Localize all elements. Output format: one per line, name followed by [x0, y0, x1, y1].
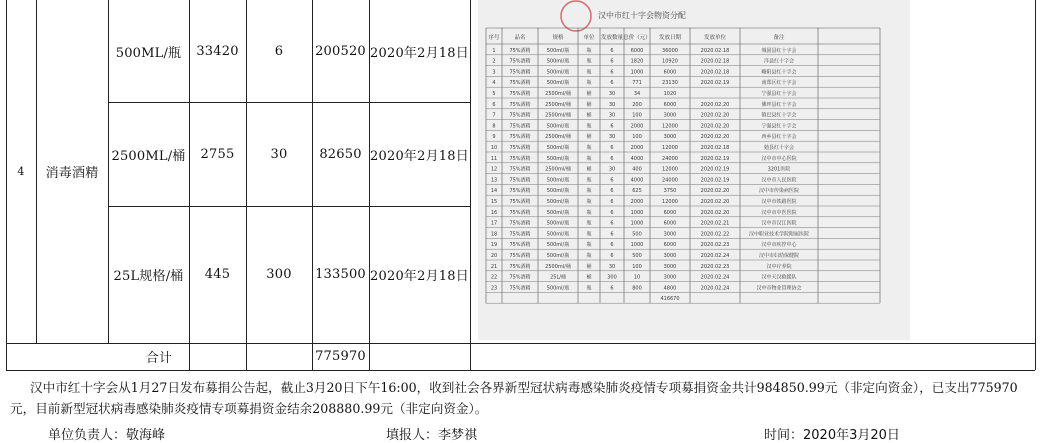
scan-cell: 75%酒精 [509, 209, 531, 216]
scan-cell: 瓶 [586, 80, 592, 87]
scan-cell: 2020.02.24 [700, 274, 730, 281]
scan-cell: 汉中职业技术学院附属医院 [748, 231, 810, 238]
scan-cell: 500ml/瓶 [546, 123, 570, 130]
grid-vline [1035, 0, 1036, 370]
grid-hline [6, 370, 1035, 371]
scan-cell: 2020.02.20 [700, 123, 730, 130]
scan-cell: 16 [490, 209, 498, 216]
scan-cell: 75%酒精 [509, 263, 531, 270]
spec-cell: 25L规格/桶 [113, 269, 184, 284]
total-value: 775970 [315, 349, 366, 364]
scan-cell: 500ml/瓶 [546, 253, 570, 259]
scan-cell: 75%酒精 [509, 285, 531, 292]
funds-summary-text: 汉中市红十字会从1月27日发布募捐公告起，截止3月20日下午16:00，收到社会各界新型冠状病毒感染肺炎疫情专项募捐资金共计984850.99元（非定向资金），已支出775970元，目前新型冠状病毒感染肺炎疫情专项募捐资金结余208880.99元（非定向资金）。 [10, 380, 1018, 416]
scan-cell: 25L/桶 [550, 274, 566, 281]
scan-cell: 6 [610, 123, 614, 130]
scan-cell: 75%酒精 [509, 47, 531, 54]
scan-cell: 500ml/瓶 [546, 155, 570, 162]
scan-cell: 2020.02.20 [700, 112, 730, 119]
scan-cell: 6 [610, 145, 614, 151]
scan-cell: 汉中市传染病医院 [758, 188, 800, 195]
scan-cell: 6000 [663, 242, 677, 249]
scan-cell: 23 [490, 285, 498, 292]
scan-cell: 75%酒精 [509, 220, 531, 227]
scan-cell: 75%酒精 [509, 91, 531, 97]
scan-cell: 宁强县红十字会 [761, 91, 797, 97]
scan-cell: 汉中疗养院 [766, 263, 792, 270]
scan-cell: 1820 [630, 58, 644, 65]
scan-cell: 500ml/瓶 [546, 177, 570, 184]
scan-table-graphic [478, 0, 910, 340]
scan-cell: 14 [490, 188, 498, 195]
footer-time: 时间：2020年3月20日 [764, 428, 900, 443]
scan-cell: 西乡县红十字会 [761, 134, 797, 141]
scan-cell: 桶 [586, 134, 592, 141]
scan-header-cell: 备注 [773, 35, 785, 41]
scan-cell: 75%酒精 [509, 134, 531, 141]
scan-cell: 瓶 [586, 199, 592, 205]
scan-cell: 1000 [630, 209, 644, 216]
scan-cell: 75%酒精 [509, 145, 531, 151]
date-cell: 2020年2月18日 [370, 148, 469, 164]
scan-cell: 2020.02.20 [700, 101, 730, 108]
scan-cell: 75%酒精 [509, 188, 531, 195]
scan-cell: 汉中市中心医院 [761, 155, 797, 162]
scan-cell: 6000 [630, 47, 644, 54]
scan-cell: 2500ml/桶 [545, 263, 571, 270]
scan-cell: 瓶 [586, 155, 592, 162]
scan-cell: 6000 [663, 220, 677, 227]
scan-cell: 75%酒精 [509, 231, 531, 238]
scan-cell: 2020.02.20 [700, 199, 730, 205]
scan-cell: 3000 [663, 263, 677, 270]
scan-cell: 镇巴县红十字会 [761, 112, 797, 119]
scan-cell: 3000 [663, 231, 677, 238]
footer-reporter: 填报人：李梦祺 [386, 428, 478, 443]
scan-cell: 2020.02.24 [700, 253, 730, 259]
scan-cell: 6 [610, 80, 614, 87]
scan-cell: 城固县红十字会 [761, 47, 797, 54]
scan-cell: 宁强县红十字会 [761, 123, 797, 130]
scan-cell: 1000 [630, 220, 644, 227]
scan-cell: 4 [492, 80, 496, 87]
scan-cell: 2020.02.19 [700, 155, 730, 162]
scan-cell: 30 [608, 91, 616, 97]
scan-cell: 10 [633, 274, 641, 281]
scan-cell: 佛坪县红十字会 [761, 101, 797, 108]
scan-cell: 500 [632, 231, 642, 238]
scan-cell: 2 [492, 58, 496, 65]
scan-cell: 汉中市汉江医院 [761, 220, 797, 227]
scan-cell: 500ml/瓶 [546, 145, 570, 151]
scan-cell: 2020.02.19 [700, 80, 730, 87]
amount-cell: 200520 [315, 43, 366, 59]
scan-cell: 24000 [662, 155, 678, 162]
scan-cell: 100 [632, 263, 642, 270]
scan-cell: 2500ml/桶 [545, 166, 571, 173]
scan-cell: 桶 [586, 274, 592, 281]
scan-cell: 8 [492, 123, 496, 130]
scan-cell: 30 [608, 101, 616, 108]
scan-cell: 75%酒精 [509, 58, 531, 65]
scan-cell: 汉中市人民医院 [761, 177, 797, 184]
date-cell: 2020年2月18日 [370, 269, 469, 284]
scan-cell: 34 [633, 91, 641, 97]
scan-cell: 瓶 [586, 209, 592, 216]
scan-cell: 2500ml/桶 [545, 101, 571, 108]
scan-cell: 2020.02.23 [700, 263, 730, 270]
scan-cell: 瓶 [586, 285, 592, 292]
scan-cell: 30 [608, 134, 616, 141]
row-index: 4 [17, 165, 25, 178]
scan-cell: 6 [610, 177, 614, 184]
scan-cell: 17 [490, 220, 498, 227]
scan-title: 汉中市红十字会物资分配 [598, 11, 686, 20]
scan-cell: 3000 [663, 112, 677, 119]
scan-header-cell: 规格 [552, 35, 564, 41]
scan-cell: 75%酒精 [509, 177, 531, 184]
amount-cell: 133500 [315, 267, 366, 282]
scan-header-cell: 发放单位 [703, 35, 727, 41]
scan-cell: 6 [610, 188, 614, 195]
scan-cell: 1020 [663, 91, 677, 97]
scan-header-cell: 单位 [583, 35, 595, 41]
scan-cell: 500 [632, 253, 642, 259]
scan-cell: 6 [610, 155, 614, 162]
scan-cell: 75%酒精 [509, 242, 531, 249]
scan-cell: 2020.02.19 [700, 166, 730, 173]
scan-cell: 12000 [662, 199, 678, 205]
scan-cell: 500ml/瓶 [546, 199, 570, 205]
price-cell: 6 [274, 43, 284, 59]
spec-cell: 500ML/瓶 [115, 45, 182, 61]
scan-cell: 3000 [663, 134, 677, 141]
scan-cell: 75%酒精 [509, 274, 531, 281]
scan-cell: 4800 [663, 285, 677, 292]
spec-cell: 2500ML/桶 [111, 148, 186, 164]
scan-cell: 4000 [630, 155, 644, 162]
scan-cell: 771 [632, 80, 642, 87]
scan-cell: 500ml/瓶 [546, 69, 570, 76]
grid-vline [470, 0, 471, 370]
scan-cell: 南郑区红十字会 [761, 80, 797, 87]
scan-cell: 75%酒精 [509, 199, 531, 205]
scan-cell: 3750 [663, 188, 677, 195]
scan-cell: 汉中市妇幼保健院 [758, 253, 800, 259]
scan-cell: 6 [610, 242, 614, 249]
footer-responsible: 单位负责人：敬海峰 [48, 428, 166, 443]
scan-cell: 3201医院 [767, 166, 791, 173]
scan-cell: 24000 [662, 177, 678, 184]
scan-cell: 75%酒精 [509, 112, 531, 119]
scan-cell: 瓶 [586, 253, 592, 259]
scan-cell: 500ml/瓶 [546, 47, 570, 54]
scan-cell: 6 [610, 253, 614, 259]
amount-cell: 82650 [319, 146, 362, 162]
scan-cell: 2020.02.20 [700, 188, 730, 195]
scan-cell: 6 [610, 69, 614, 76]
scan-cell: 75%酒精 [509, 123, 531, 130]
scan-cell: 瓶 [586, 47, 592, 54]
scan-cell: 100 [632, 134, 642, 141]
scan-cell: 瓶 [586, 220, 592, 227]
date-cell: 2020年2月18日 [370, 45, 469, 61]
scan-cell: 瓶 [586, 123, 592, 130]
scan-cell: 75%酒精 [509, 101, 531, 108]
scan-cell: 500ml/瓶 [546, 209, 570, 216]
scan-cell: 500ml/瓶 [546, 231, 570, 238]
scan-cell: 2020.02.18 [700, 145, 730, 151]
scan-cell: 桶 [586, 166, 592, 173]
scan-cell: 6000 [663, 69, 677, 76]
scan-cell: 桶 [586, 101, 592, 108]
scan-cell: 2020.02.18 [700, 47, 730, 54]
scan-cell: 500ml/瓶 [546, 188, 570, 195]
scan-cell: 75%酒精 [509, 69, 531, 76]
scan-cell: 3 [492, 69, 496, 76]
scan-cell: 勉县红十字会 [763, 145, 795, 151]
scan-cell: 2020.02.21 [700, 220, 730, 227]
scan-cell: 6 [610, 199, 614, 205]
scan-cell: 2500ml/桶 [545, 112, 571, 119]
item-name: 消毒酒精 [45, 166, 99, 181]
price-cell: 30 [270, 146, 288, 162]
scan-cell: 汉中市中医医院 [761, 209, 797, 216]
scan-cell: 20 [490, 253, 498, 259]
scan-cell: 18 [490, 231, 498, 238]
scan-cell: 36000 [662, 47, 678, 54]
scan-cell: 2020.02.20 [700, 134, 730, 141]
scan-cell: 瓶 [586, 231, 592, 238]
scan-cell: 桶 [586, 91, 592, 97]
scan-cell: 22 [490, 274, 498, 281]
scan-cell: 500ml/瓶 [546, 285, 570, 292]
scan-cell: 1 [492, 47, 496, 54]
scan-cell: 300 [607, 274, 617, 281]
scan-cell: 6 [492, 101, 496, 108]
scan-cell: 6000 [663, 101, 677, 108]
scan-cell: 6 [610, 58, 614, 65]
scan-cell: 2000 [630, 199, 644, 205]
scan-cell: 汉中市疾控中心 [761, 242, 797, 249]
scan-cell: 625 [632, 188, 642, 195]
scan-cell: 6 [610, 285, 614, 292]
scan-cell: 75%酒精 [509, 155, 531, 162]
scan-cell: 4000 [630, 177, 644, 184]
scan-cell: 6 [610, 47, 614, 54]
scan-cell: 3000 [663, 274, 677, 281]
scan-cell: 6 [610, 209, 614, 216]
scan-grand-total: 416670 [660, 296, 680, 303]
scan-cell: 11 [490, 155, 498, 162]
scan-cell: 10920 [662, 58, 678, 65]
scan-cell: 10 [490, 145, 498, 151]
scan-cell: 2020.02.20 [700, 209, 730, 216]
qty-cell: 445 [204, 267, 231, 282]
scan-cell: 19 [490, 242, 498, 249]
scan-cell: 2500ml/桶 [545, 91, 571, 97]
scan-cell: 23130 [662, 80, 678, 87]
scan-cell: 2020.02.18 [700, 69, 730, 76]
scan-paper [478, 0, 910, 340]
scan-cell: 15 [490, 199, 498, 205]
scan-cell: 30 [608, 263, 616, 270]
scan-cell: 500ml/瓶 [546, 58, 570, 65]
scan-cell: 3000 [663, 253, 677, 259]
scan-cell: 75%酒精 [509, 253, 531, 259]
scan-cell: 桶 [586, 263, 592, 270]
qty-cell: 2755 [200, 146, 235, 162]
scan-header-cell: 发放数量 [600, 35, 624, 41]
scan-header-cell: 发放日期 [658, 35, 682, 41]
scan-cell: 12000 [662, 166, 678, 173]
price-cell: 300 [266, 267, 292, 282]
scan-cell: 30 [608, 112, 616, 119]
scan-cell: 1000 [630, 69, 644, 76]
scan-cell: 6000 [663, 209, 677, 216]
scan-cell: 500ml/瓶 [546, 220, 570, 227]
scan-cell: 瓶 [586, 188, 592, 195]
scan-cell: 瓶 [586, 242, 592, 249]
scan-cell: 2020.02.22 [700, 231, 730, 238]
scan-cell: 12 [490, 166, 498, 173]
scan-cell: 2020.02.19 [700, 177, 730, 184]
scan-cell: 洋县红十字会 [763, 58, 795, 65]
scan-cell: 2000 [630, 123, 644, 130]
scan-cell: 瓶 [586, 69, 592, 76]
scan-cell: 桶 [586, 112, 592, 119]
scan-header-cell: 总价（元） [623, 35, 651, 41]
scan-cell: 500ml/瓶 [546, 242, 570, 249]
scan-cell: 9 [492, 134, 496, 141]
scan-cell: 瓶 [586, 145, 592, 151]
scan-cell: 12000 [662, 145, 678, 151]
scan-cell: 100 [632, 112, 642, 119]
scan-cell: 800 [632, 285, 642, 292]
scan-cell: 75%酒精 [509, 166, 531, 173]
scan-cell: 2000 [630, 145, 644, 151]
scan-cell: 75%酒精 [509, 80, 531, 87]
scan-cell: 汉中天汉救援队 [761, 274, 797, 281]
scan-cell: 2500ml/桶 [545, 134, 571, 141]
scan-cell: 6 [610, 220, 614, 227]
scan-cell: 21 [490, 263, 498, 270]
scan-cell: 2020.02.24 [700, 285, 730, 292]
scan-cell: 汉中市铁路医院 [761, 199, 797, 205]
scan-cell: 400 [632, 166, 642, 173]
scan-cell: 13 [490, 177, 498, 184]
scan-cell: 7 [492, 112, 496, 119]
scan-cell: 30 [608, 166, 616, 173]
scan-cell: 1000 [630, 242, 644, 249]
scan-cell: 2020.02.18 [700, 58, 730, 65]
scan-cell: 汉中市物业管理协会 [756, 285, 802, 292]
scan-header-cell: 序号 [488, 35, 500, 41]
total-label: 合计 [145, 351, 173, 366]
scan-cell: 200 [632, 101, 642, 108]
scan-cell: 6 [610, 231, 614, 238]
scan-cell: 瓶 [586, 58, 592, 65]
scan-cell: 5 [492, 91, 496, 97]
qty-cell: 33420 [196, 43, 239, 59]
scan-cell: 2020.02.23 [700, 242, 730, 249]
scan-header-cell: 品名 [514, 35, 526, 41]
scan-cell: 瓶 [586, 177, 592, 184]
scanned-distribution-sheet [478, 0, 910, 340]
scan-cell: 12000 [662, 123, 678, 130]
scan-cell: 略阳县红十字会 [761, 69, 797, 76]
scan-cell: 500ml/瓶 [546, 80, 570, 87]
